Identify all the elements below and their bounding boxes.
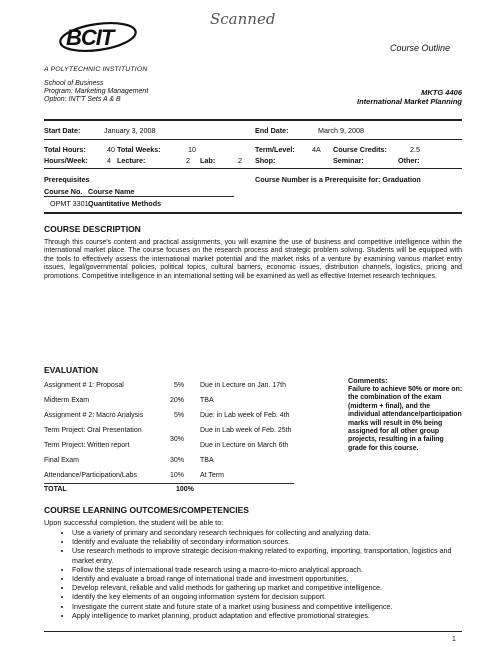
outcome-item: • Identify the key elements of an ongoing information system for decision support. [72, 592, 462, 601]
start-date-value: January 3, 2008 [104, 126, 156, 135]
evaluation-due: TBA [200, 397, 214, 404]
lecture-value: 2 [186, 156, 190, 165]
total-hours-label: Total Hours: [44, 145, 86, 154]
total-label: TOTAL [44, 486, 67, 493]
program-name: Program: Marketing Management [44, 88, 149, 95]
evaluation-row [44, 472, 294, 483]
outcome-item: • Identify and evaluate a broad range of international trade and investment opportunities. [72, 574, 462, 583]
course-description-text: Through this course's content and practical assignments, you will examine the use of business and competitive intelligence within the international market place. The course focuses on the research process and strategic problem solving. Students will be equipped with the tools to effectively assess the international market potential and the market risks of a venture by examining various market entry issues, legal/governmental policies, political topics, cultural barriers, economic issues, distribution channels, logistics, pricing and promotions. Competitive intelligence in an international setting will be examined as well as effective Internet research techniques. [44, 239, 462, 280]
evaluation-item: Assignment # 1: Proposal [44, 382, 124, 389]
end-date-label: End Date: [255, 126, 289, 135]
outcome-item: • Use a variety of primary and secondary research techniques for collecting and analyzing data. [72, 528, 462, 537]
logo-text: BCIT [66, 25, 114, 50]
prereq-underline [44, 196, 234, 197]
evaluation-item: Term Project: Written report [44, 442, 130, 449]
term-level-value: 4A [312, 145, 321, 154]
evaluation-due: Due: in Lab week of Feb. 4th [200, 412, 290, 419]
footer-divider [44, 631, 462, 632]
evaluation-item: Assignment # 2: Macro Analysis [44, 412, 144, 419]
evaluation-row [44, 412, 294, 423]
handwritten-scanned-note: Scanned [210, 10, 276, 28]
start-date-label: Start Date: [44, 126, 81, 135]
outcomes-list [44, 528, 462, 620]
seminar-label: Seminar: [333, 156, 364, 165]
evaluation-row [44, 382, 294, 393]
total-weeks-value: 10 [188, 145, 196, 154]
divider [44, 212, 462, 214]
outcome-item: • Develop relevant, reliable and valid methods for gathering up market and competitive intelligence. [72, 583, 462, 592]
evaluation-due: At Term [200, 472, 224, 479]
term-project-percent: 30% [170, 436, 185, 443]
total-value: 100% [176, 486, 194, 493]
course-credits-label: Course Credits: [333, 145, 387, 154]
total-weeks-label: Total Weeks: [117, 145, 161, 154]
comments-title: Comments: [348, 376, 388, 385]
outcome-item: • Follow the steps of international trade research using a macro-to-micro analytical approach. [72, 565, 462, 574]
evaluation-percent: 5% [174, 382, 185, 389]
course-credits-value: 2.5 [410, 145, 420, 154]
evaluation-percent: 5% [174, 412, 185, 419]
hours-week-value: 4 [107, 156, 111, 165]
divider [44, 139, 462, 140]
shop-label: Shop: [255, 156, 276, 165]
option-name: Option: INT'T Sets A & B [44, 96, 121, 103]
prerequisites-title: Prerequisites [44, 175, 90, 184]
total-rule [44, 483, 294, 484]
evaluation-total-row [44, 486, 294, 497]
course-outline-label: Course Outline [390, 43, 451, 53]
evaluation-item: Final Exam [44, 457, 80, 464]
divider [44, 168, 462, 169]
course-code: MKTG 4406 [421, 88, 462, 97]
evaluation-percent: 10% [170, 472, 185, 479]
evaluation-row [44, 442, 294, 453]
evaluation-due: TBA [200, 457, 214, 464]
lecture-label: Lecture: [117, 156, 146, 165]
comments-text: Failure to achieve 50% or more on: the combination of the exam (midterm + final), and the individual attendance/participation marks will result in 0% being assigned for all other group projects, resulting in a failing grade for this course. [348, 386, 463, 452]
term-level-label: Term/Level: [255, 145, 295, 154]
evaluation-item: Attendance/Participation/Labs [44, 472, 138, 479]
total-hours-value: 40 [107, 145, 115, 154]
evaluation-percent: 30% [170, 457, 185, 464]
evaluation-row [44, 457, 294, 468]
divider [44, 119, 462, 121]
course-description-title: COURSE DESCRIPTION [44, 224, 141, 234]
other-label: Other: [398, 156, 420, 165]
page-number: 1 [452, 636, 456, 643]
institution-tagline: A POLYTECHNIC INSTITUTION [44, 66, 148, 73]
end-date-value: March 9, 2008 [318, 126, 364, 135]
evaluation-item: Term Project: Oral Presentation [44, 427, 142, 434]
evaluation-title: EVALUATION [44, 365, 98, 375]
outcomes-intro: Upon successful completion, the student will be able to: [44, 518, 224, 527]
school-name: School of Business [44, 80, 104, 87]
evaluation-due: Due in Lab week of Feb. 25th [200, 427, 292, 434]
outcome-item: • Investigate the current state and future state of a market using business and competitive intelligence. [72, 602, 462, 611]
course-no-header: Course No. [44, 187, 83, 196]
lab-label: Lab: [200, 156, 216, 165]
outcomes-title: COURSE LEARNING OUTCOMES/COMPETENCIES [44, 505, 249, 515]
evaluation-percent: 20% [170, 397, 185, 404]
evaluation-item: Midterm Exam [44, 397, 90, 404]
evaluation-row [44, 427, 294, 438]
evaluation-due: Due in Lecture on March 6th [200, 442, 289, 449]
lab-value: 2 [238, 156, 242, 165]
graduation-prerequisite-note: Course Number is a Prerequisite for: Graduation [255, 175, 421, 184]
course-name-header: Course Name [88, 187, 135, 196]
prereq-course-name: Quantitative Methods [88, 199, 162, 208]
evaluation-row [44, 397, 294, 408]
bcit-logo [58, 17, 140, 57]
outcome-item: • Identify and evaluate the reliability of secondary information sources. [72, 537, 462, 546]
outcome-item: • Apply intelligence to market planning, product adaptation and effective promotional strategies. [72, 611, 462, 620]
outcome-item: • Use research methods to improve strategic decision-making related to exporting, importing, transportation, logistics and market entry. [72, 546, 462, 564]
course-title: International Market Planning [356, 97, 462, 106]
hours-week-label: Hours/Week: [44, 156, 88, 165]
prereq-course-no: OPMT 3301 [50, 199, 89, 208]
outcomes-list-container [44, 528, 462, 620]
evaluation-due: Due in Lecture on Jan. 17th [200, 382, 287, 389]
